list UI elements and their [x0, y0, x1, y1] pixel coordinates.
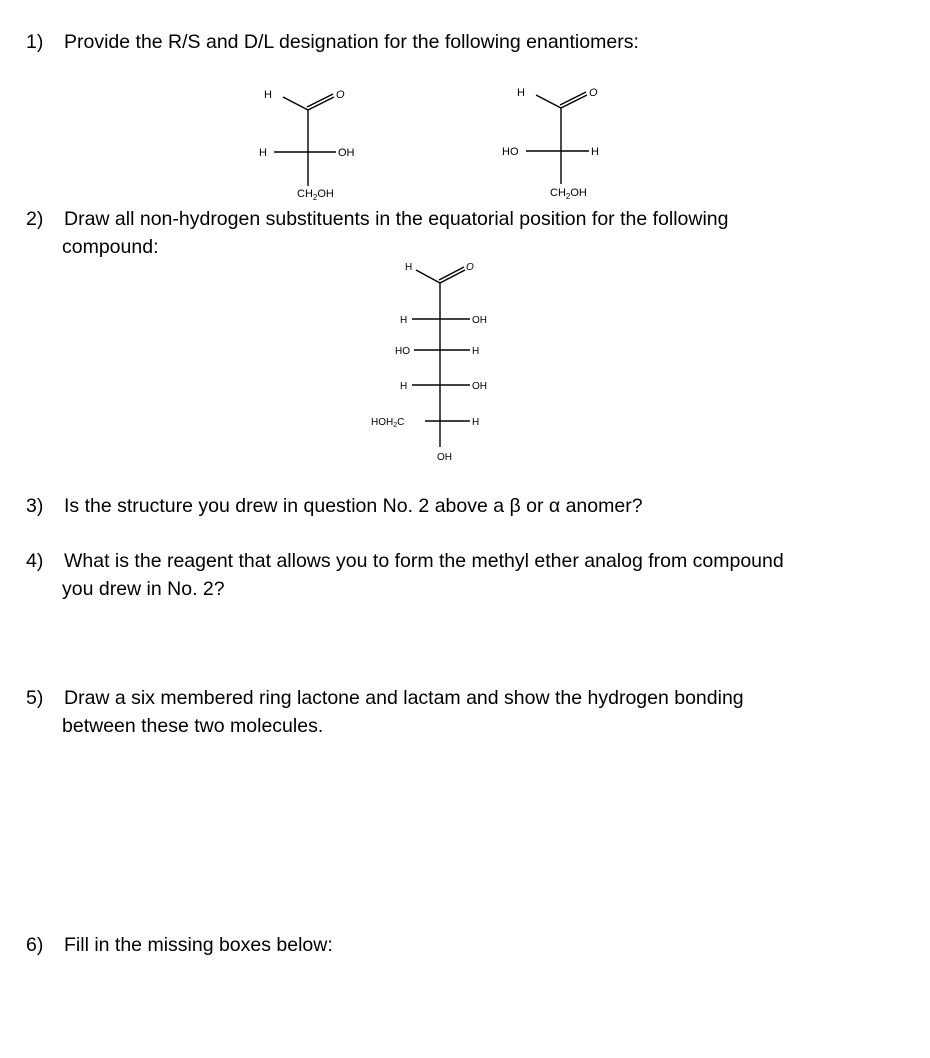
left-substituent: HO: [502, 146, 519, 158]
question-number: 6): [26, 934, 44, 956]
question-text-continued: you drew in No. 2?: [62, 578, 225, 600]
bottom-substituent: $CH_2OH$: [550, 187, 587, 201]
aldehyde-o-label: O: [336, 89, 345, 101]
row-2-left: HO: [395, 346, 410, 357]
aldehyde-o-label: O: [589, 87, 598, 99]
question-text: What is the reagent that allows you to form the methyl ether analog from compound: [64, 550, 784, 572]
fischer-projection-2: [526, 92, 589, 184]
question-number: 5): [26, 687, 44, 709]
question-text: Fill in the missing boxes below:: [64, 934, 333, 956]
fischer-projection-3: [412, 267, 470, 447]
aldehyde-o-label: O: [466, 262, 474, 273]
right-substituent: OH: [338, 147, 355, 159]
question-text-continued: between these two molecules.: [62, 715, 324, 737]
question-number: 2): [26, 208, 44, 230]
question-text: Draw all non-hydrogen substituents in the equatorial position for the following: [64, 208, 729, 230]
left-substituent: H: [259, 147, 267, 159]
question-text: Is the structure you drew in question No. 2 above a β or α anomer?: [64, 495, 643, 517]
aldehyde-h-label: H: [405, 262, 413, 273]
row-2-right: H: [472, 346, 480, 357]
question-text-continued: compound:: [62, 236, 159, 258]
question-text: Draw a six membered ring lactone and lactam and show the hydrogen bonding: [64, 687, 744, 709]
question-text: Provide the R/S and D/L designation for the following enantiomers:: [64, 31, 639, 53]
right-substituent: H: [591, 146, 599, 158]
aldehyde-h-label: H: [517, 87, 525, 99]
row-1-left: H: [400, 315, 408, 326]
row-3-left: H: [400, 381, 408, 392]
bottom-substituent: OH: [437, 452, 452, 463]
bottom-substituent: $CH_2OH$: [297, 188, 334, 202]
row-3-right: OH: [472, 381, 487, 392]
row-4-right: H: [472, 417, 480, 428]
question-number: 3): [26, 495, 44, 517]
question-number: 4): [26, 550, 44, 572]
aldehyde-h-label: H: [264, 89, 272, 101]
fischer-projection-1: [274, 94, 336, 186]
question-number: 1): [26, 31, 44, 53]
row-4-left: $HOH_2C$: [371, 417, 405, 429]
row-1-right: OH: [472, 315, 487, 326]
